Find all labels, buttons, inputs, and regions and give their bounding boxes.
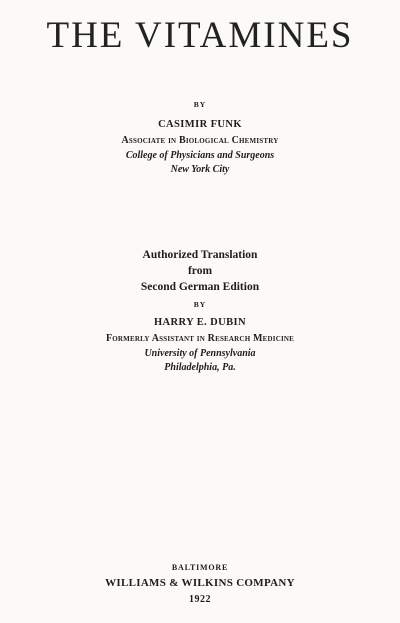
author-name: CASIMIR FUNK <box>158 119 242 130</box>
publisher-city: BALTIMORE <box>171 563 229 572</box>
translation-line-1: Authorized Translation <box>142 249 258 261</box>
book-title: THE VITAMINES <box>46 15 354 56</box>
translator-by-label: BY <box>193 300 207 309</box>
author-by-label: BY <box>193 100 207 109</box>
translator-institution: University of Pennsylvania <box>144 348 256 359</box>
translation-line-3: Second German Edition <box>140 281 260 293</box>
author-institution: College of Physicians and Surgeons <box>125 150 275 161</box>
translator-city: Philadelphia, Pa. <box>164 362 236 373</box>
publisher-name: WILLIAMS & WILKINS COMPANY <box>105 577 295 589</box>
translation-line-2: from <box>187 265 213 277</box>
publication-year: 1922 <box>189 594 211 605</box>
translator-name: HARRY E. DUBIN <box>153 317 247 328</box>
author-position: Associate in Biological Chemistry <box>121 135 279 146</box>
author-city: New York City <box>170 164 230 175</box>
translator-position: Formerly Assistant in Research Medicine <box>105 333 295 344</box>
